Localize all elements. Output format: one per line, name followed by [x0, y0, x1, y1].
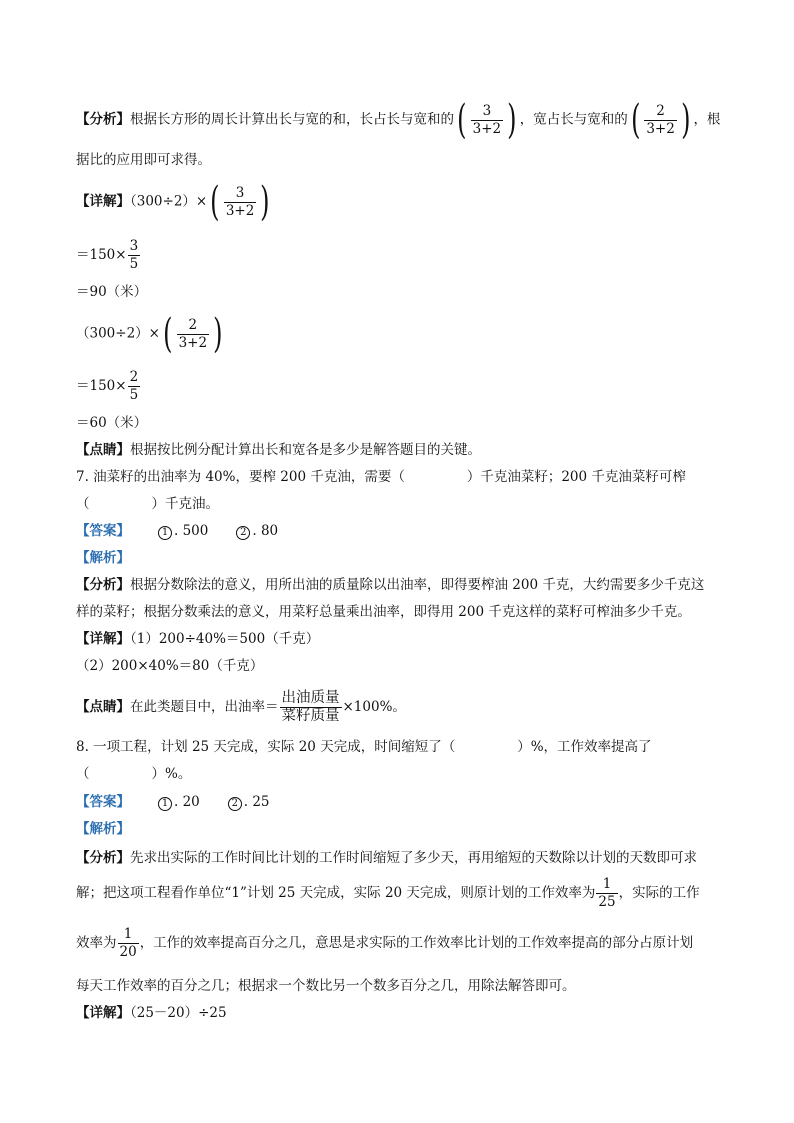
q7-answer-line: 【答案】 1 . 500 2 . 80 — [76, 523, 279, 539]
q6-step-4: ＝60（米） — [76, 415, 148, 431]
q7-question-line-1: 7. 油菜籽的出油率为 40%，要榨 200 千克油，需要（ ）千克油菜籽；200 千克油菜籽可榨 — [76, 469, 686, 485]
q8-detail-line-1: 【详解】（25－20）÷25 — [76, 1005, 227, 1021]
q6-fraction-2-5: $\frac{2}{5}$ — [129, 369, 139, 403]
q6-detail-line — [76, 179, 273, 225]
q7-solution-tag: 【解析】 — [76, 550, 130, 566]
q7-analysis-line-1: 【分析】根据分数除法的意义，用所出油的质量除以出油率，即得要榨油 200 千克，大约需要多少千克这 — [76, 577, 705, 593]
q6-fraction-3-5: $\frac{3}{5}$ — [129, 238, 139, 272]
q6-fraction-3-over-3plus2: ( $\frac{3}{3+2}$ ) — [457, 97, 517, 143]
q7-detail-line-1: 【详解】（1）200÷40%＝500（千克） — [76, 631, 320, 647]
q6-analysis-text-a: 根据长方形的周长计算出长与宽的和，长占长与宽和的 — [130, 111, 454, 128]
q7-answer-tag: 【答案】 — [76, 523, 130, 539]
q6-detail2-fraction: ( $\frac{2}{3+2}$ ) — [163, 311, 223, 357]
q6-analysis-line-2: 据比的应用即可求得。 — [76, 152, 211, 168]
q8-question-line-2: （ ）%。 — [76, 766, 192, 782]
q8-fraction-1-25: $\frac{1}{25}$ — [598, 876, 616, 910]
q7-comment-line: 【点睛】在此类题目中，出油率＝ $\frac{\text{出油质量}}{\text{菜籽质量}}$ ×100%。 — [76, 690, 406, 724]
q6-detail-fraction: ( $\frac{3}{3+2}$ ) — [210, 179, 270, 225]
q8-fraction-1-20: $\frac{1}{20}$ — [119, 926, 137, 960]
q7-analysis-line-2: 样的菜籽；根据分数乘法的意义，用菜籽总量乘出油率，即得用 200 千克这样的菜籽可榨油多少千克。 — [76, 604, 691, 620]
q8-answer-1-marker: 1 — [158, 797, 172, 811]
q7-answer-1-marker: 1 — [158, 526, 172, 540]
q7-oil-rate-fraction: $\frac{\text{出油质量}}{\text{菜籽质量}}$ — [281, 690, 340, 724]
q8-analysis-line-4: 每天工作效率的百分之几；根据求一个数比另一个数多百分之几，用除法解答即可。 — [76, 978, 576, 994]
q7-detail-line-2: （2）200×40%＝80（千克） — [76, 658, 264, 674]
q6-detail-tag: 【详解】 — [76, 193, 130, 210]
q8-analysis-line-2: 解；把这项工程看作单位“1”计划 25 天完成，实际 20 天完成，则原计划的工作效率为 $\frac{1}{25}$ ，实际的工作 — [76, 876, 700, 910]
q7-question-line-2: （ ）千克油。 — [76, 496, 219, 512]
q6-detail-expr: （300÷2）× — [130, 193, 208, 210]
q8-answer-line: 【答案】 1 . 20 2 . 25 — [76, 794, 270, 810]
q6-analysis-text-c: ，根 — [693, 111, 721, 128]
q8-analysis-line-1: 【分析】先求出实际的工作时间比计划的工作时间缩短了多少天，再用缩短的天数除以计划的天数即可求 — [76, 850, 697, 866]
q6-comment-line: 【点睛】根据按比例分配计算出长和宽各是多少是解答题目的关键。 — [76, 442, 481, 458]
q7-answer-2-marker: 2 — [236, 526, 250, 540]
q6-analysis-text-b: ，宽占长与宽和的 — [519, 111, 628, 128]
q6-analysis-tag: 【分析】 — [76, 111, 130, 128]
q8-question-line-1: 8. 一项工程，计划 25 天完成，实际 20 天完成，时间缩短了（ ）%，工作效率提高了 — [76, 739, 652, 755]
q6-analysis-line-1 — [76, 97, 721, 143]
q6-step-2: ＝90（米） — [76, 284, 148, 300]
q8-analysis-line-3: 效率为 $\frac{1}{20}$ ，工作的效率提高百分之几，意思是求实际的工作效率比计划的工作效率提高的部分占原计划 — [76, 926, 694, 960]
q6-step-3: ＝150× $\frac{2}{5}$ — [76, 369, 139, 403]
q8-solution-tag: 【解析】 — [76, 821, 130, 837]
q8-answer-2-marker: 2 — [228, 797, 242, 811]
q6-fraction-2-over-3plus2: ( $\frac{2}{3+2}$ ) — [630, 97, 691, 143]
q6-step-1: ＝150× $\frac{3}{5}$ — [76, 238, 139, 272]
q6-detail-line-2: （300÷2）×( $\frac{2}{3+2}$ ) — [76, 314, 226, 354]
